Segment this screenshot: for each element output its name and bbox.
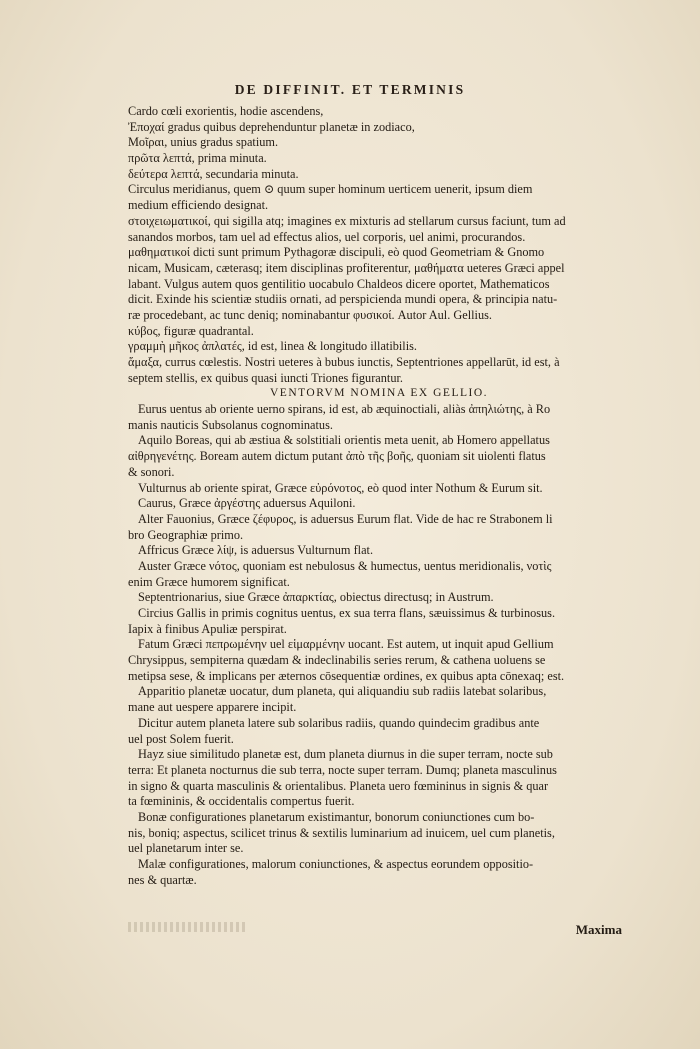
section-heading: VENTORVM NOMINA EX GELLIO. (269, 387, 489, 400)
text-line: sanandos morbos, tam uel ad effectus alios, uel corporis, uel animi, procurandos. (128, 229, 526, 244)
text-line: Vulturnus ab oriente spirat, Græce εὐρόνοτος, eò quod inter Nothum & Eurum sit. (138, 480, 543, 495)
text-line: in signo & quarta masculinis & orientalibus. Planeta uero fœmininus in signis & quar (128, 778, 549, 793)
text-line: Apparitio planetæ uocatur, dum planeta, qui aliquandiu sub radiis latebat solaribus, (138, 684, 547, 699)
text-line: Auster Græce νότος, quoniam est nebulosus & humectus, uentus meridionalis, νοτὶς (138, 558, 552, 573)
text-line: ræ procedebant, ac tunc deniq; nominabantur φυσικοί. Autor Aul. Gellius. (128, 307, 492, 322)
text-line: Fatum Græci πεπρωμένην uel εἱμαρμένην uocant. Est autem, ut inquit apud Gellium (138, 637, 554, 652)
text-line: Chrysippus, sempiterna quædam & indeclinabilis series rerum, & cathena uoluens se (128, 653, 546, 668)
faint-ornament (128, 922, 248, 932)
text-line: bro Geographiæ primo. (128, 527, 244, 542)
text-line: terra: Et planeta nocturnus die sub terra, nocte super terram. Dumq; planeta masculinus (128, 762, 557, 777)
text-line: δεύτερα λεπτά, secundaria minuta. (128, 166, 299, 181)
text-line: metipsa sese, & implicans per æternos cōsequentiæ ordines, ex quibus apta cōnexaq; est. (128, 668, 565, 683)
text-line: γραμμὴ μῆκος ἀπλατές, id est, linea & longitudo illatibilis. (128, 339, 417, 354)
text-line: mane aut uespere apparere incipit. (128, 700, 297, 715)
text-line: Eurus uentus ab oriente uerno spirans, id est, ab æquinoctiali, aliàs ἀπηλιώτης, à Ro (138, 402, 551, 417)
text-line: Caurus, Græce ἀργέστης aduersus Aquiloni. (138, 496, 356, 511)
text-line: Hayz siue similitudo planetæ est, dum planeta diurnus in die super terram, nocte sub (138, 747, 553, 762)
text-line: μαθηματικοί dicti sunt primum Pythagoræ discipuli, eò quod Geometriam & Gnomo (128, 245, 545, 260)
text-line: Septentrionarius, siue Græce ἀπαρκτίας, obiectus directusq; in Austrum. (138, 590, 494, 605)
wind-and-planet-lines (128, 402, 630, 888)
text-line: κύβος, figuræ quadrantal. (128, 323, 254, 338)
text-line: Malæ configurationes, malorum coniunctiones, & aspectus eorundem oppositio- (138, 857, 534, 871)
text-line: Alter Fauonius, Græce ζέφυρος, is aduersus Eurum flat. Vide de hac re Strabonem li (138, 511, 553, 526)
catchword: Maxima (575, 922, 622, 937)
text-line: nes & quartæ. (128, 872, 197, 887)
text-line: medium efficiendo designat. (128, 198, 269, 213)
text-line: Affricus Græce λίψ, is aduersus Vulturnum flat. (138, 543, 374, 558)
text-line: ta fœmininis, & occidentalis compertus fuerit. (128, 794, 355, 809)
text-line: Cardo cœli exorientis, hodie ascendens, (128, 104, 324, 118)
text-line: Μοῖραι, unius gradus spatium. (128, 135, 279, 150)
text-line: Bonæ configurationes planetarum existimantur, bonorum coniunctiones cum bo- (138, 809, 535, 824)
text-line: nicam, Musicam, cæterasq; item disciplinas profiterentur, μαθήματα ueteres Græci appel (128, 260, 565, 275)
text-line: στοιχειωματικοί, qui sigilla atq; imagines ex mixturis ad stellarum cursus faciunt, tum ad (128, 213, 566, 228)
text-line: enim Græce humorem significat. (128, 574, 290, 589)
running-head: DE DIFFINIT. ET TERMINIS (234, 82, 466, 97)
text-line: ἅμαξα, currus cœlestis. Nostri ueteres à bubus iunctis, Septentriones appellarūt, id est, à (128, 355, 560, 369)
text-line: labant. Vulgus autem quos gentilitio uocabulo Chaldeos dicere oportet, Mathematicos (128, 276, 550, 291)
text-line: uel planetarum inter se. (128, 841, 244, 856)
text-line: Iapix à finibus Apuliæ perspirat. (128, 621, 287, 636)
text-line: manis nauticis Subsolanus cognominatus. (128, 417, 333, 432)
text-line: πρῶτα λεπτά, prima minuta. (128, 151, 267, 166)
text-line: αἰθρηγενέτης. Boream autem dictum putant ἀπὸ τῆς βοῆς, quoniam sit uiolenti flatus (128, 449, 546, 464)
text-line: Ἐποχαί gradus quibus deprehenduntur planetæ in zodiaco, (128, 119, 415, 134)
text-line: nis, boniq; aspectus, scilicet trinus & sextilis luminarium ad inuicem, uel cum planetis, (128, 825, 555, 840)
text-line: Aquilo Boreas, qui ab æstiua & solstitiali orientis meta uenit, ab Homero appellatus (138, 433, 550, 448)
text-line: Circulus meridianus, quem ⊙ quum super hominum uerticem uenerit, ipsum diem (128, 182, 533, 197)
text-line: uel post Solem fuerit. (128, 731, 234, 746)
glossary-lines (128, 104, 630, 386)
text-block (128, 104, 630, 888)
text-line: & sonori. (128, 464, 175, 479)
text-line: Circius Gallis in primis cognitus uentus, ex sua terra flans, sæuissimus & turbinosus. (138, 606, 556, 620)
text-line: Dicitur autem planeta latere sub solaribus radiis, quando quindecim gradibus ante (138, 715, 540, 730)
text-line: dicit. Exinde his scientiæ studiis ornati, ad perspicienda mundi opera, & principia natu- (128, 292, 558, 307)
text-line: septem stellis, ex quibus quasi iuncti Triones figurantur. (128, 370, 403, 385)
